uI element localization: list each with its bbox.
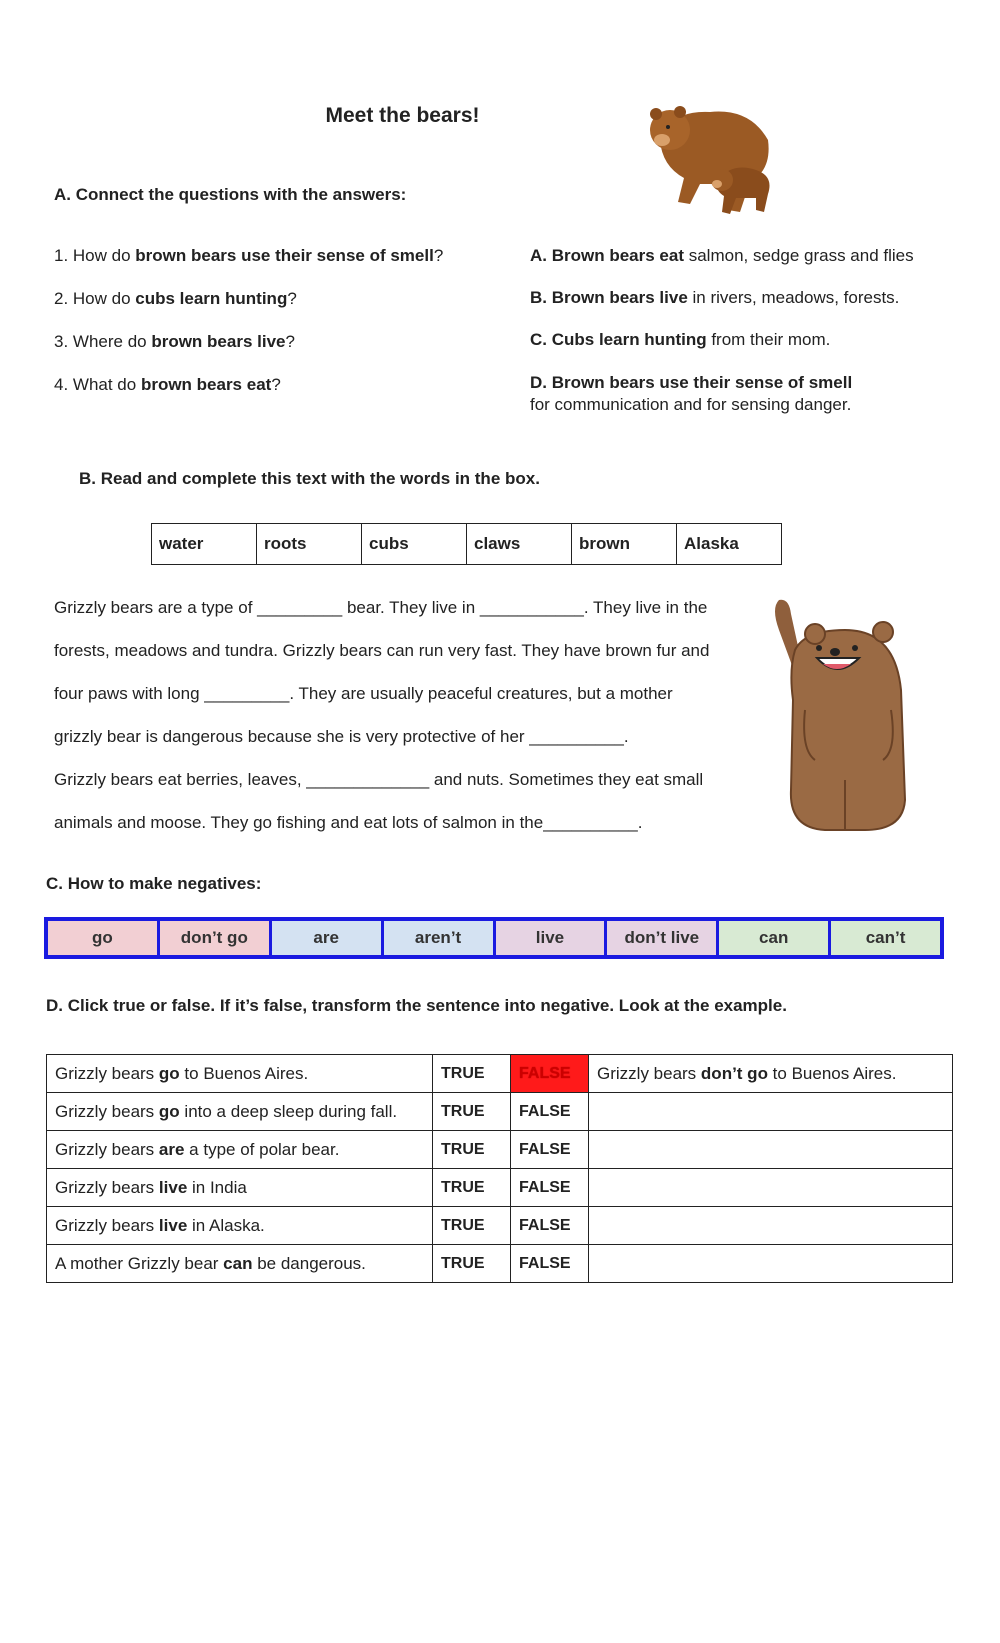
table-row <box>47 1131 953 1169</box>
false-button[interactable]: FALSE <box>511 1245 589 1283</box>
section-c-heading: C. How to make negatives: <box>46 874 262 893</box>
question-4[interactable]: 4. What do brown bears eat? <box>54 375 281 394</box>
true-button[interactable]: TRUE <box>433 1169 511 1207</box>
word-roots[interactable]: roots <box>257 524 362 564</box>
answer-input[interactable] <box>589 1245 953 1283</box>
word-water[interactable]: water <box>152 524 257 564</box>
false-button[interactable]: FALSE <box>511 1093 589 1131</box>
statement-cell: A mother Grizzly bear can be dangerous. <box>47 1245 433 1283</box>
negative-cell[interactable]: don’t live <box>607 921 716 955</box>
table-row <box>47 1093 953 1131</box>
cloze-line-3[interactable]: four paws with long _________. They are usually peaceful creatures, but a mother <box>54 684 673 703</box>
answer-b[interactable]: B. Brown bears live in rivers, meadows, forests. <box>530 288 900 307</box>
table-row <box>47 1207 953 1245</box>
page-title: Meet the bears! <box>325 104 480 127</box>
statement-cell: Grizzly bears live in India <box>47 1169 433 1207</box>
question-1[interactable]: 1. How do brown bears use their sense of smell? <box>54 246 444 265</box>
negative-cell[interactable]: can’t <box>831 921 940 955</box>
answer-a[interactable]: A. Brown bears eat salmon, sedge grass and flies <box>530 246 914 265</box>
negative-cell[interactable]: are <box>272 921 381 955</box>
false-button[interactable]: FALSE <box>511 1207 589 1245</box>
cloze-text <box>54 586 754 844</box>
answer-c[interactable]: C. Cubs learn hunting from their mom. <box>530 330 831 349</box>
true-button[interactable]: TRUE <box>433 1131 511 1169</box>
statement-cell: Grizzly bears live in Alaska. <box>47 1207 433 1245</box>
negative-cell[interactable]: go <box>48 921 157 955</box>
cloze-line-2: forests, meadows and tundra. Grizzly bears can run very fast. They have brown fur and <box>54 641 710 660</box>
negative-cell[interactable]: don’t go <box>160 921 269 955</box>
negative-cell[interactable]: aren’t <box>384 921 493 955</box>
answer-input[interactable]: Grizzly bears don’t go to Buenos Aires. <box>589 1055 953 1093</box>
word-box <box>151 523 782 565</box>
true-false-table <box>46 1054 953 1283</box>
question-2[interactable]: 2. How do cubs learn hunting? <box>54 289 297 308</box>
word-brown[interactable]: brown <box>572 524 677 564</box>
answer-input[interactable] <box>589 1131 953 1169</box>
negative-cell[interactable]: can <box>719 921 828 955</box>
true-button[interactable]: TRUE <box>433 1245 511 1283</box>
brown-bears-image <box>640 100 800 222</box>
section-b-heading: B. Read and complete this text with the words in the box. <box>79 469 540 488</box>
section-a-heading: A. Connect the questions with the answers: <box>54 185 407 204</box>
question-3[interactable]: 3. Where do brown bears live? <box>54 332 295 351</box>
false-button[interactable]: FALSE <box>511 1169 589 1207</box>
table-row <box>47 1169 953 1207</box>
answer-input[interactable] <box>589 1169 953 1207</box>
cloze-line-5[interactable]: Grizzly bears eat berries, leaves, _____________ and nuts. Sometimes they eat small <box>54 770 704 789</box>
cloze-line-6[interactable]: animals and moose. They go fishing and eat lots of salmon in the__________. <box>54 813 643 832</box>
negative-cell[interactable]: live <box>496 921 605 955</box>
table-row <box>47 1245 953 1283</box>
true-button[interactable]: TRUE <box>433 1093 511 1131</box>
word-alaska[interactable]: Alaska <box>684 534 739 553</box>
negatives-bar <box>44 917 944 959</box>
false-button[interactable]: FALSE <box>511 1131 589 1169</box>
statement-cell: Grizzly bears go to Buenos Aires. <box>47 1055 433 1093</box>
answer-input[interactable] <box>589 1093 953 1131</box>
answer-d[interactable]: D. Brown bears use their sense of smell for communication and for sensing danger. <box>530 373 853 414</box>
true-button[interactable]: TRUE <box>433 1055 511 1093</box>
true-button[interactable]: TRUE <box>433 1207 511 1245</box>
word-cubs[interactable]: cubs <box>362 524 467 564</box>
grizzly-bear-image <box>765 590 925 838</box>
statement-cell: Grizzly bears go into a deep sleep during fall. <box>47 1093 433 1131</box>
word-claws[interactable]: claws <box>467 524 572 564</box>
section-d-heading: D. Click true or false. If it’s false, transform the sentence into negative. Look at the example. <box>46 996 787 1015</box>
statement-cell: Grizzly bears are a type of polar bear. <box>47 1131 433 1169</box>
answer-input[interactable] <box>589 1207 953 1245</box>
table-row <box>47 1055 953 1093</box>
cloze-line-1[interactable]: Grizzly bears are a type of _________ bear. They live in ___________. They live in the <box>54 598 708 617</box>
cloze-line-4[interactable]: grizzly bear is dangerous because she is very protective of her __________. <box>54 727 629 746</box>
false-button[interactable]: FALSE <box>511 1055 589 1093</box>
